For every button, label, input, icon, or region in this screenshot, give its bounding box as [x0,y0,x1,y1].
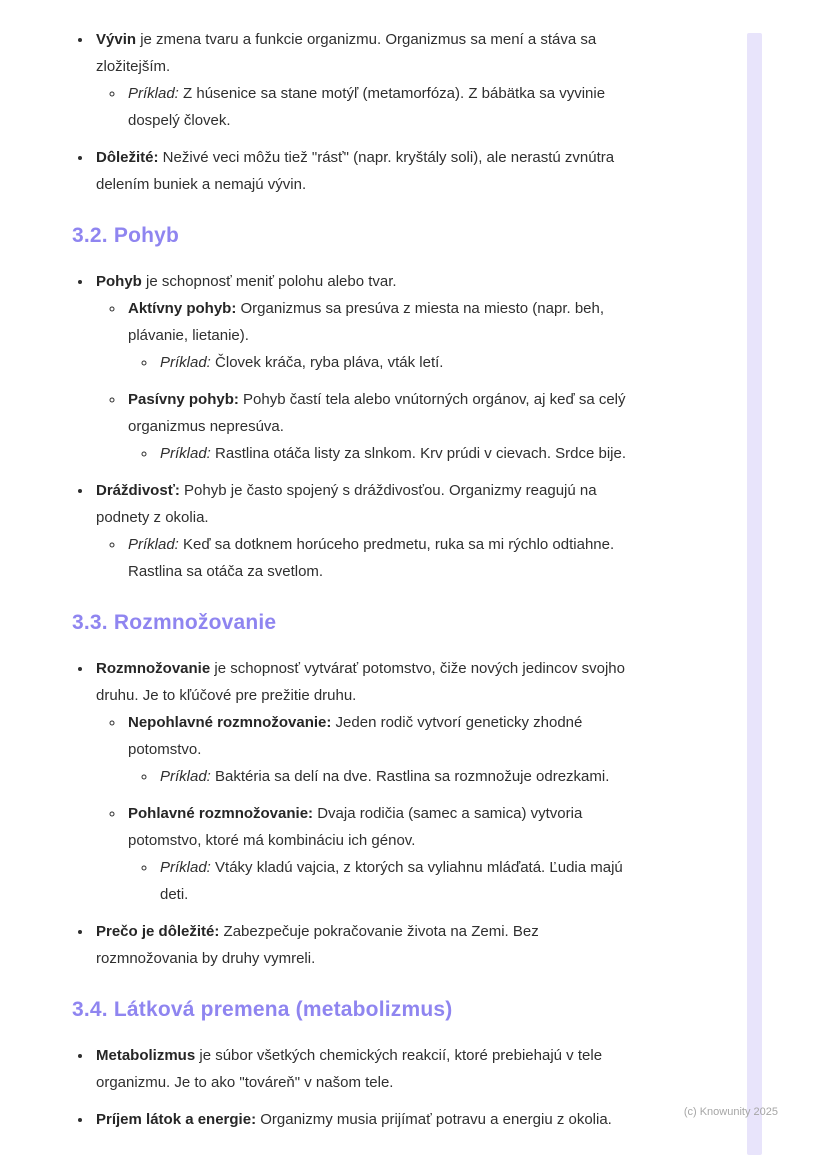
list-item [125,800,632,908]
example-label: Príklad: [128,536,179,553]
item-text: Jeden rodič vytvorí geneticky zhodné potomstvo. [128,714,583,758]
list-item [93,268,632,467]
sub-sub-list [128,349,632,376]
sub-sub-list [128,763,632,790]
item-text: je zmena tvaru a funkcie organizmu. Organizmus sa mení a stáva sa zložitejším. [96,31,597,75]
item-text: Človek kráča, ryba pláva, vták letí. [210,354,444,371]
section-pohyb [72,222,632,585]
item-text: Dvaja rodičia (samec a samica) vytvoria potomstvo, ktoré má kombináciu ich génov. [128,805,583,849]
example-item [157,763,632,790]
item-text: Zabezpečuje pokračovanie života na Zemi. Bez rozmnožovania by druhy vymreli. [96,923,539,967]
list-item [125,709,632,790]
section-heading: 3.3. Rozmnožovanie [72,611,277,634]
list-item [93,144,632,198]
list-item [93,1106,632,1133]
example-label: Príklad: [128,85,179,102]
bullet-list [72,268,632,585]
example-label: Príklad: [160,859,211,876]
example-item [157,349,632,376]
term: Aktívny pohyb: [128,300,237,317]
section-heading: 3.4. Látková premena (metabolizmus) [72,998,453,1021]
list-item [93,918,632,972]
example-item [157,440,632,467]
sub-list [96,709,632,908]
list-item [93,655,632,908]
section-heading: 3.2. Pohyb [72,224,180,247]
section-metabolizmus [72,996,632,1133]
sub-list [96,80,632,134]
term: Pohyb [96,273,142,290]
item-text: Baktéria sa delí na dve. Rastlina sa rozmnožuje odrezkami. [210,768,610,785]
bullet-list [72,26,632,198]
sub-sub-list [128,440,632,467]
section-vyvin [72,26,632,198]
sub-list [96,531,632,585]
example-label: Príklad: [160,445,211,462]
item-text: Z húsenice sa stane motýľ (metamorfóza). Z bábätka sa vyvinie dospelý človek. [128,85,606,129]
copyright-note: (c) Knowunity 2025 [683,1106,778,1118]
document-content [72,26,632,1143]
bullet-list [72,655,632,972]
item-text: je schopnosť meniť polohu alebo tvar. [141,273,397,290]
example-item [157,854,632,908]
term: Nepohlavné rozmnožovanie: [128,714,332,731]
item-text: Neživé veci môžu tiež "rásť" (napr. kryštály soli), ale nerastú zvnútra delením buniek a nemajú vývin. [96,149,615,193]
sub-list [96,295,632,467]
accent-stripe [747,33,762,1155]
term: Pohlavné rozmnožovanie: [128,805,314,822]
term: Príjem látok a energie: [96,1111,257,1128]
list-item [125,386,632,467]
example-item [125,531,632,585]
list-item [93,26,632,134]
item-text: Vtáky kladú vajcia, z ktorých sa vyliahnu mláďatá. Ľudia majú deti. [160,859,623,903]
item-text: Pohyb je často spojený s dráždivosťou. Organizmy reagujú na podnety z okolia. [96,482,597,526]
example-item [125,80,632,134]
term: Vývin [96,31,137,48]
item-text: Organizmy musia prijímať potravu a energiu z okolia. [256,1111,612,1128]
item-text: je schopnosť vytvárať potomstvo, čiže nových jedincov svojho druhu. Je to kľúčové pre prežitie druhu. [96,660,625,704]
item-text: Pohyb častí tela alebo vnútorných orgánov, aj keď sa celý organizmus nepresúva. [128,391,626,435]
example-label: Príklad: [160,354,211,371]
term: Pasívny pohyb: [128,391,239,408]
sub-sub-list [128,854,632,908]
list-item [125,295,632,376]
item-text: Rastlina otáča listy za slnkom. Krv prúdi v cievach. Srdce bije. [210,445,627,462]
example-label: Príklad: [160,768,211,785]
term: Dôležité: [96,149,159,166]
item-text: je súbor všetkých chemických reakcií, ktoré prebiehajú v tele organizmu. Je to ako "továreň" v našom tele. [96,1047,603,1091]
bullet-list [72,1042,632,1133]
item-text: Keď sa dotknem horúceho predmetu, ruka sa mi rýchlo odtiahne. Rastlina sa otáča za svetlom. [128,536,615,580]
term: Rozmnožovanie [96,660,211,677]
term: Prečo je dôležité: [96,923,220,940]
list-item [93,477,632,585]
list-item [93,1042,632,1096]
term: Dráždivosť: [96,482,180,499]
section-rozmnozovanie [72,609,632,972]
item-text: Organizmus sa presúva z miesta na miesto (napr. beh, plávanie, lietanie). [128,300,605,344]
term: Metabolizmus [96,1047,196,1064]
